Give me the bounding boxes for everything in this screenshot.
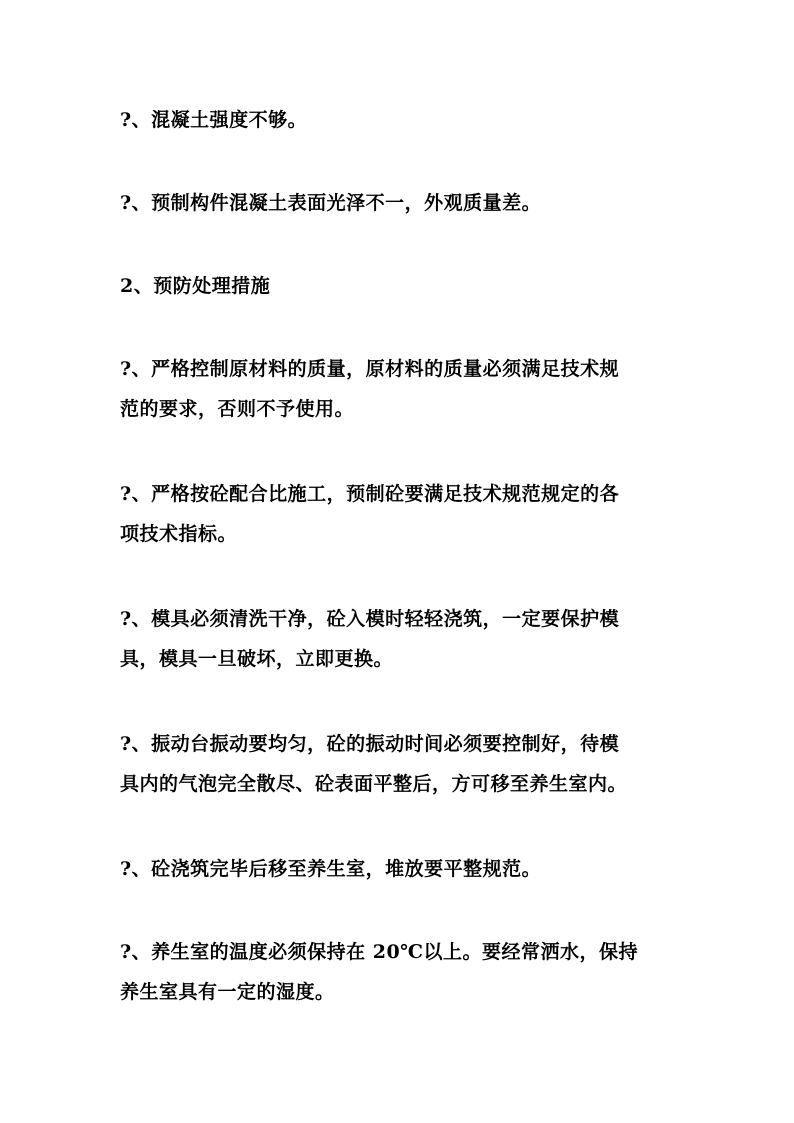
text-line: 项技术指标。	[120, 523, 238, 545]
paragraph-mix-ratio	[120, 474, 680, 554]
paragraph-curing-room-stacking	[120, 849, 680, 889]
text-line: ?、振动台振动要均匀，砼的振动时间必须要控制好，待模	[120, 733, 620, 755]
paragraph-vibration	[120, 724, 680, 804]
text-line: 具内的气泡完全散尽、砼表面平整后，方可移至养生室内。	[120, 773, 628, 795]
paragraph-mold-cleaning	[120, 599, 680, 679]
text-line: ?、模具必须清洗干净，砼入模时轻轻浇筑，一定要保护模	[120, 608, 620, 630]
text-line: ?、预制构件混凝土表面光泽不一，外观质量差。	[120, 192, 542, 214]
text-line: 2、预防处理措施	[120, 275, 271, 297]
paragraph-concrete-strength	[120, 100, 680, 140]
paragraph-surface-gloss	[120, 183, 680, 223]
paragraph-raw-material	[120, 349, 680, 429]
text-line: 养生室具有一定的湿度。	[120, 981, 335, 1003]
text-line: ?、混凝土强度不够。	[120, 109, 308, 131]
section-heading-prevention	[120, 266, 680, 306]
text-line: ?、砼浇筑完毕后移至养生室，堆放要平整规范。	[120, 858, 542, 880]
text-line: ?、严格按砼配合比施工，预制砼要满足技术规范规定的各	[120, 483, 620, 505]
text-line: 范的要求，否则不予使用。	[120, 398, 355, 420]
paragraph-curing-temperature	[120, 932, 680, 1012]
text-line: 具，模具一旦破坏，立即更换。	[120, 648, 394, 670]
text-line: ?、养生室的温度必须保持在 20℃以上。要经常洒水，保持	[120, 941, 638, 963]
text-line: ?、严格控制原材料的质量，原材料的质量必须满足技术规	[120, 358, 620, 380]
